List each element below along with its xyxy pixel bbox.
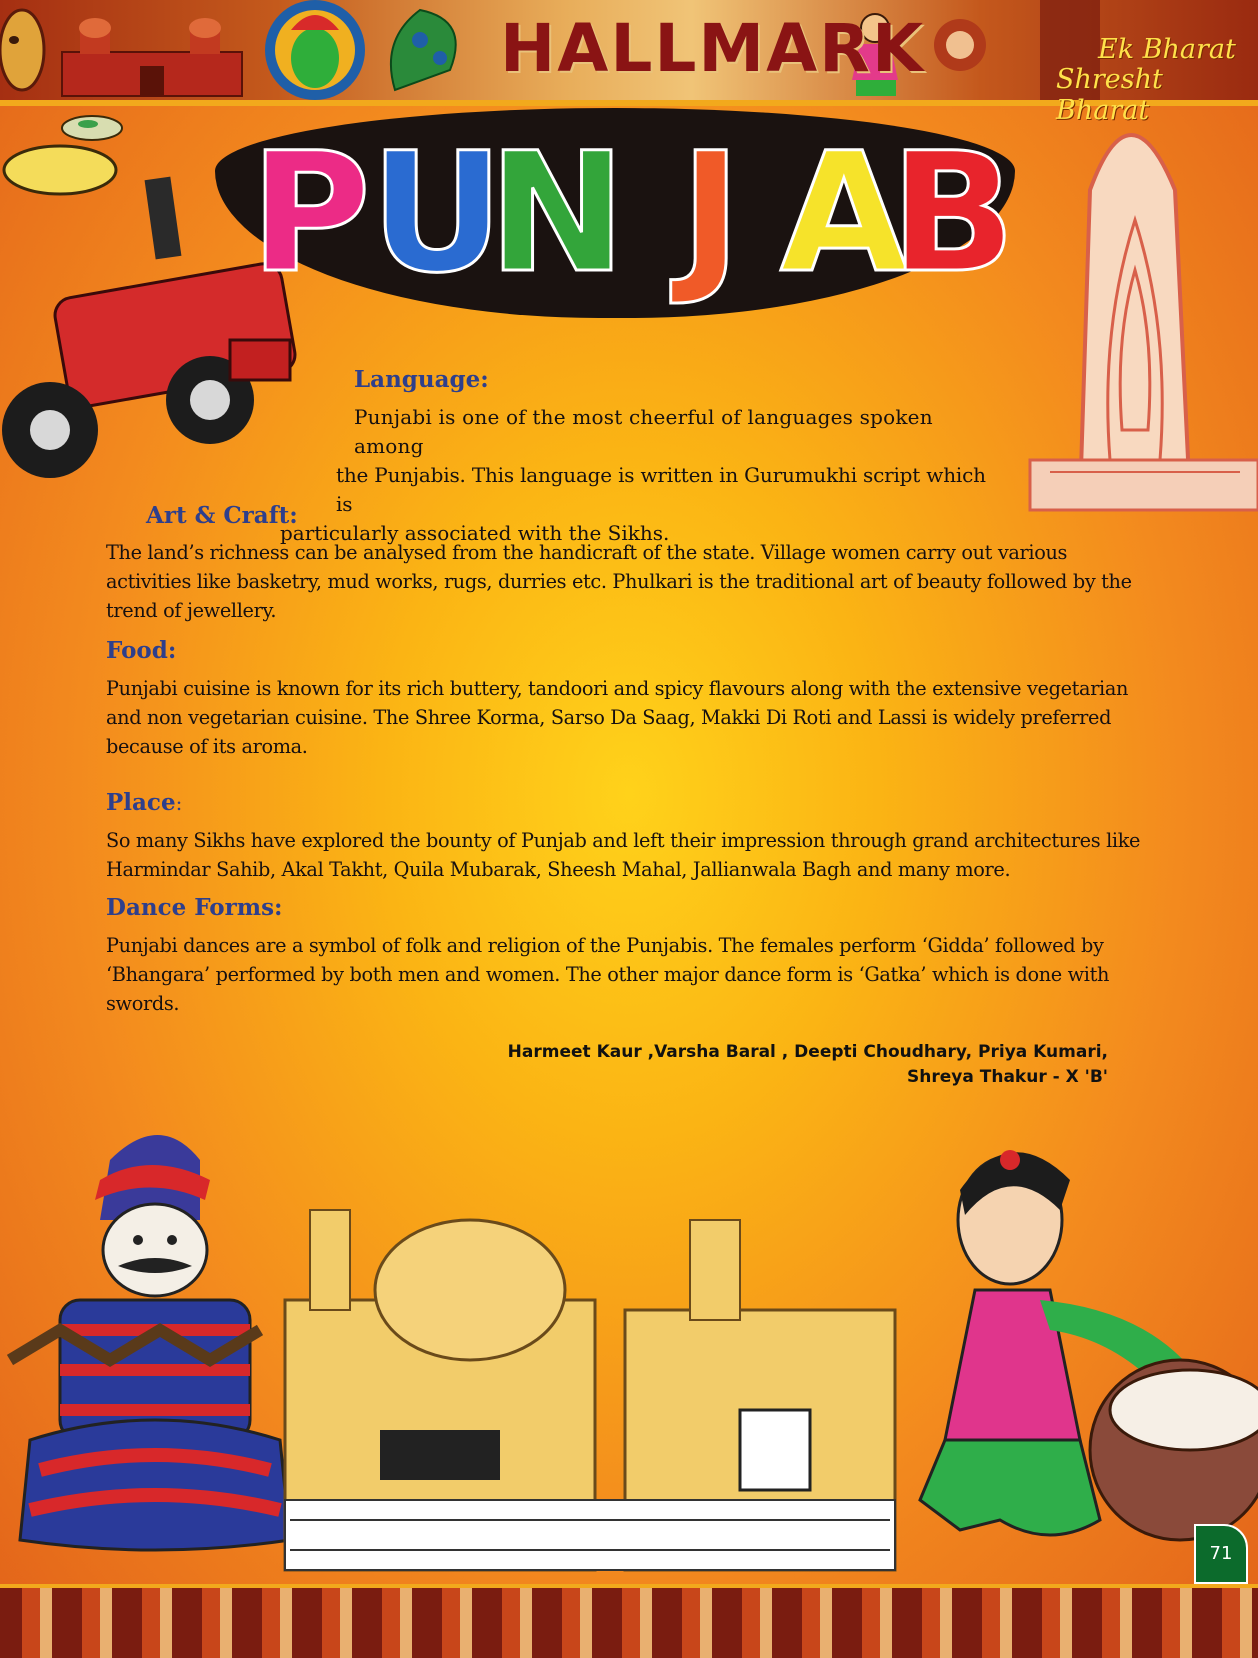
title-letter-u: U (370, 117, 504, 309)
page-number-badge: 71 (1194, 1524, 1248, 1584)
coconut-icon (1090, 1360, 1258, 1540)
paragraph-line: Punjabi is one of the most cheerful of languages spoken among (354, 405, 933, 458)
header-tagline-line1: Ek Bharat (1098, 34, 1236, 65)
title-letter-n: N (488, 117, 627, 309)
paragraph-place (106, 826, 1168, 884)
title-letter-j: J (680, 117, 742, 309)
paragraph-line: ‘Bhangara’ performed by both men and women. The other major dance form is ‘Gatka’ which is done with (106, 963, 1110, 986)
red-fort-icon (62, 18, 242, 96)
phulkari-pillar-icon (1030, 135, 1258, 510)
paragraph-line: the Punjabis. This language is written in Gurumukhi script which is (336, 463, 986, 516)
title-letter-p: P (250, 117, 371, 309)
peacock-icon (391, 10, 456, 90)
header-banner (0, 0, 1258, 126)
heading-art-craft: Art & Craft: (146, 502, 298, 529)
paragraph-line: swords. (106, 992, 180, 1015)
heading-place (106, 789, 182, 816)
paragraph-dance-forms (106, 931, 1168, 1018)
credits-line2: Shreya Thakur - X 'B' (907, 1067, 1108, 1087)
heading-dance-forms: Dance Forms: (106, 894, 283, 921)
heading-place-colon: : (175, 791, 183, 815)
paragraph-food (106, 674, 1168, 761)
header-tagline-line2: Shresht Bharat (1056, 64, 1163, 126)
paragraph-line: trend of jewellery. (106, 599, 277, 622)
paragraph-line: particularly associated with the Sikhs. (280, 521, 670, 545)
paragraph-line: Punjabi cuisine is known for its rich buttery, tandoori and spicy flavours along with the extensive vegetarian (106, 677, 1129, 700)
bottom-decorative-border (0, 1584, 1258, 1658)
paragraph-line: The land’s richness can be analysed from the handicraft of the state. Village women carry out various (106, 541, 1068, 564)
paragraph-language (280, 403, 992, 548)
header-title: HALLMARK (500, 10, 926, 87)
paragraph-line: and non vegetarian cuisine. The Shree Korma, Sarso Da Saag, Makki Di Roti and Lassi is widely preferred (106, 706, 1112, 729)
bhangra-man-icon (10, 1135, 290, 1550)
heading-place-text: Place (106, 789, 176, 816)
paragraph-line: activities like basketry, mud works, rugs, durries etc. Phulkari is the traditional art of beauty followed by the (106, 570, 1132, 593)
lower-illustrations (0, 1120, 1258, 1584)
paragraph-line: Punjabi dances are a symbol of folk and religion of the Punjabis. The females perform ‘Gidda’ followed by (106, 934, 1104, 957)
title-letter-b: B (890, 117, 1016, 309)
credits-line1: Harmeet Kaur ,Varsha Baral , Deepti Choudhary, Priya Kumari, (507, 1042, 1108, 1062)
kathakali-face-icon (265, 0, 365, 100)
paragraph-line: because of its aroma. (106, 735, 308, 758)
heading-language: Language: (354, 366, 489, 393)
heading-food: Food: (106, 637, 177, 664)
paragraph-line: Harmindar Sahib, Akal Takht, Quila Mubarak, Sheesh Mahal, Jallianwala Bagh and many more. (106, 858, 1011, 881)
title-letter-a: A (780, 117, 908, 309)
golden-temple-icon (285, 1210, 895, 1570)
paragraph-line: So many Sikhs have explored the bounty of Punjab and left their impression through grand architectures like (106, 829, 1141, 852)
mask-icon (0, 10, 44, 90)
food-plate-icon (4, 116, 122, 194)
paragraph-art-craft (106, 538, 1168, 625)
